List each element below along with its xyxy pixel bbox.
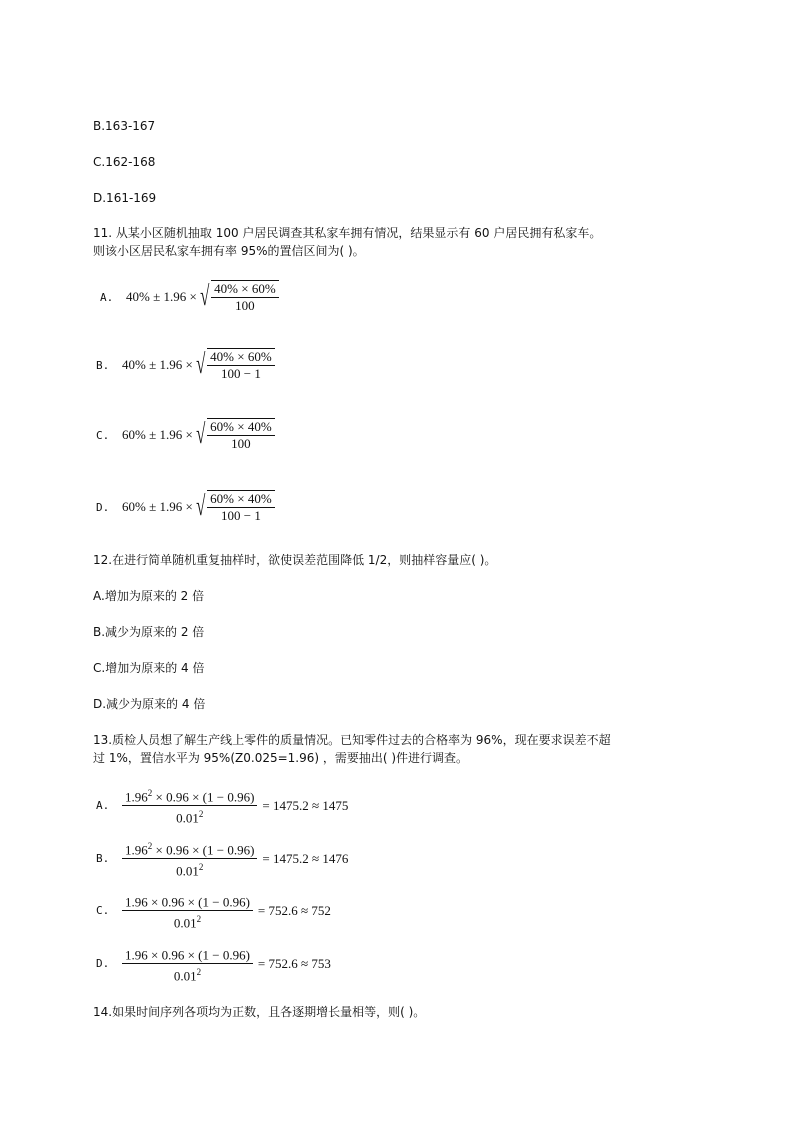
numerator: [122, 785, 257, 806]
q11-option-b: [96, 348, 277, 382]
formula-result: = 752.6 ≈ 753: [257, 955, 331, 971]
fraction: [207, 418, 275, 452]
denominator: 100: [231, 436, 251, 451]
denominator: 100 − 1: [221, 366, 261, 381]
option-label: D.: [96, 500, 110, 514]
denominator: [176, 806, 203, 826]
den-exponent: 2: [196, 914, 202, 925]
q14-stem: 14.如果时间序列各项均为正数，且各逐期增长量相等，则( )。: [93, 1005, 426, 1019]
option-label: B.: [96, 852, 110, 866]
q12-option-d: D.减少为原来的 4 倍: [93, 697, 206, 711]
radical-sign-icon: √: [195, 419, 206, 450]
denominator: 100 − 1: [221, 508, 261, 523]
den-base: 0.01: [173, 968, 197, 984]
formula-prefix: 40% ± 1.96 ×: [122, 357, 193, 372]
q11-stem-line1: 11. 从某小区随机抽取 100 户居民调查其私家车拥有情况，结果显示有 60 户居民拥有私家车。: [93, 226, 602, 240]
q12-option-c: C.增加为原来的 4 倍: [93, 661, 205, 675]
denominator: [176, 859, 203, 879]
formula-result: = 1475.2 ≈ 1475: [262, 797, 349, 813]
radical-sign-icon: √: [199, 281, 210, 312]
num-base: 1.96: [125, 789, 148, 805]
num-base: 1.96: [125, 947, 148, 963]
numerator: 60% × 40%: [207, 419, 275, 436]
q13-option-b: [96, 838, 348, 880]
fraction: [122, 943, 253, 985]
fraction: [207, 490, 275, 524]
formula-result: = 1475.2 ≈ 1476: [262, 850, 349, 866]
fraction: [122, 890, 253, 932]
q12-option-a: A.增加为原来的 2 倍: [93, 589, 205, 603]
den-base: 0.01: [176, 863, 199, 879]
q12-option-b: B.减少为原来的 2 倍: [93, 625, 205, 639]
fraction: [211, 280, 279, 314]
option-label: C.: [96, 428, 110, 442]
q10-option-c: C.162-168: [93, 155, 156, 169]
option-label: B.: [96, 358, 110, 372]
denominator: [174, 911, 201, 931]
radical-sign-icon: √: [195, 349, 206, 380]
square-root: [193, 490, 277, 524]
den-exponent: 2: [196, 967, 202, 978]
num-exponent: 2: [147, 788, 153, 798]
square-root: [193, 418, 277, 452]
q13-option-c: [96, 890, 331, 932]
formula-prefix: 40% ± 1.96 ×: [126, 289, 197, 304]
num-base: 1.96: [125, 894, 148, 910]
q10-option-d: D.161-169: [93, 191, 157, 205]
den-exponent: 2: [198, 862, 204, 873]
q11-option-c: [96, 418, 277, 452]
q11-stem-line2: 则该小区居民私家车拥有率 95%的置信区间为( )。: [93, 244, 365, 258]
q13-stem-line1: 13.质检人员想了解生产线上零件的质量情况。已知零件过去的合格率为 96%，现在要求误差不超: [93, 733, 611, 747]
formula-prefix: 60% ± 1.96 ×: [122, 427, 193, 442]
square-root: [197, 280, 281, 314]
num-base: 1.96: [125, 842, 148, 858]
den-base: 0.01: [176, 810, 199, 826]
square-root: [193, 348, 277, 382]
option-label: A.: [96, 799, 110, 813]
option-label: C.: [96, 904, 110, 918]
numerator: 40% × 60%: [207, 349, 275, 366]
q11-option-d: [96, 490, 277, 524]
q13-option-d: [96, 943, 331, 985]
fraction: [207, 348, 275, 382]
denominator: [174, 964, 201, 984]
radical-sign-icon: √: [195, 491, 206, 522]
den-base: 0.01: [173, 915, 197, 931]
num-exponent: 2: [147, 841, 153, 851]
formula-result: = 752.6 ≈ 752: [257, 902, 331, 918]
numerator: [122, 838, 257, 859]
q10-option-b: B.163-167: [93, 119, 156, 133]
fraction: [122, 838, 257, 880]
num-rest: × 0.96 × (1 − 0.96): [152, 842, 255, 858]
numerator: [122, 943, 253, 964]
num-rest: × 0.96 × (1 − 0.96): [147, 947, 250, 963]
numerator: [122, 890, 253, 911]
q13-stem-line2: 过 1%，置信水平为 95%(Z0.025=1.96) ，需要抽出( )件进行调查。: [93, 751, 469, 765]
denominator: 100: [235, 298, 255, 313]
numerator: 60% × 40%: [207, 491, 275, 508]
num-rest: × 0.96 × (1 − 0.96): [147, 894, 250, 910]
den-exponent: 2: [198, 809, 204, 820]
option-label: D.: [96, 957, 110, 971]
fraction: [122, 785, 257, 827]
option-label: A.: [100, 290, 114, 304]
num-rest: × 0.96 × (1 − 0.96): [152, 789, 255, 805]
numerator: 40% × 60%: [211, 281, 279, 298]
formula-prefix: 60% ± 1.96 ×: [122, 499, 193, 514]
q11-option-a: [100, 280, 281, 314]
q13-option-a: [96, 785, 348, 827]
q12-stem: 12.在进行简单随机重复抽样时，欲使误差范围降低 1/2，则抽样容量应( )。: [93, 553, 497, 567]
